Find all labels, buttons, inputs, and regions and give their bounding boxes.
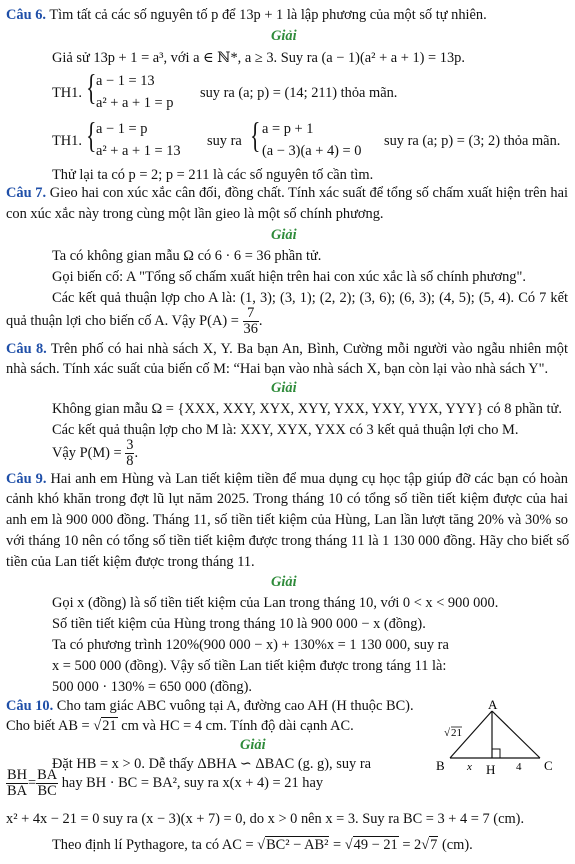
q10-radicand: 21	[102, 718, 117, 734]
q6-th2-eq3: a = p + 1	[262, 121, 314, 137]
q10-line2	[6, 768, 323, 799]
q6-th1-eq2: a² + a + 1 = p	[96, 95, 174, 111]
q9-statement-4: với tháng 10 nên có tổng số tiền tiết kiệm được trong tháng 11 là 1 130 000 đồng. Hãy cho biết số	[6, 533, 570, 549]
q7-text-1: Gieo hai con xúc xắc cân đối, đồng chất. Tính xác suất để tổng số chấm xuất hiện trên hai	[49, 185, 568, 201]
vertex-h: H	[486, 762, 496, 777]
q9-statement-1	[6, 472, 568, 486]
q9-giai: Giải	[271, 574, 297, 590]
label-ab: 21	[451, 727, 462, 739]
q10-statement-2	[6, 719, 354, 733]
q7-line1: Ta có không gian mẫu Ω có 6 · 6 = 36 phần tử.	[52, 248, 322, 264]
q8-line3: Vậy P(M) = $\frac{3}{8}$ .	[52, 437, 139, 469]
q10-frac-ba-bc	[36, 768, 58, 799]
q9-line4: x = 500 000 (đồng). Vậy số tiền Lan tiết kiệm được trong táng 11 là:	[52, 658, 447, 674]
q9-statement-3: anh em là 900 000 đồng. Tháng 11, số tiền tiết kiệm của Hùng, Lan lần lượt tăng 20% và 30% so	[6, 512, 568, 528]
q10-line4-eq2: = 2	[398, 837, 422, 853]
label-x: x	[467, 761, 472, 773]
q9-text-1: Hai anh em Hùng và Lan tiết kiệm tiền để mua dụng cụ học tập giúp đỡ các bạn có hoàn	[50, 471, 568, 487]
q6-th2-eq1: a − 1 = p	[96, 121, 148, 137]
q10-sqrt-sign-1: √	[257, 837, 266, 853]
q7-label: Câu 7.	[6, 185, 47, 201]
q6-conclusion: Thử lại ta có p = 2; p = 211 là các số nguyên tố cần tìm.	[52, 167, 374, 183]
q8-statement-2: nhà sách. Tính xác suất của biến cố M: “Hai bạn vào nhà sách X, bạn còn lại vào nhà sách Y".	[6, 361, 549, 377]
q6-th1-eq1: a − 1 = 13	[96, 73, 155, 89]
triangle-figure	[430, 698, 570, 780]
q6-label: Câu 6.	[6, 7, 46, 23]
q10-radicand-2: 49 − 21	[353, 837, 398, 853]
q7-line2: Gọi biến cố: A "Tổng số chấm xuất hiện trên hai con xúc xắc là số chính phương".	[52, 269, 526, 285]
q7-line4-text: quả thuận lợi cho biến cố A. Vậy P(A) =	[6, 312, 239, 329]
q10-line4-a: Theo định lí Pythagore, ta có AC =	[52, 837, 254, 853]
side-ac	[492, 711, 540, 758]
q8-giai: Giải	[271, 380, 297, 396]
q7-frac-num: 7	[243, 306, 259, 322]
q10-label: Câu 10.	[6, 698, 54, 714]
q10-text-2b: cm và HC = 4 cm. Tính độ dài cạnh AC.	[117, 718, 354, 734]
vertex-b: B	[436, 758, 445, 773]
q6-th1-brace: {	[86, 67, 97, 107]
label-hc: 4	[516, 761, 522, 773]
label-ab-sqrt: √	[444, 727, 451, 739]
q6-giai: Giải	[271, 28, 297, 44]
q6-th2-eq4: (a − 3)(a + 4) = 0	[262, 143, 362, 159]
q7-frac-den: 36	[243, 321, 258, 337]
q6-statement	[6, 8, 487, 22]
q8-statement-1	[6, 342, 568, 356]
vertex-a: A	[488, 698, 498, 712]
q6-th2-result: suy ra (a; p) = (3; 2) thỏa mãn.	[384, 133, 561, 149]
q8-line1: Không gian mẫu Ω = {XXX, XXY, XYX, XYY, YXX, YXY, YYX, YYY} có 8 phần tử.	[52, 401, 562, 417]
q10-giai: Giải	[240, 737, 266, 753]
q10-sqrt-sign-2: √	[344, 837, 353, 853]
q6-th2-label: TH1.	[52, 133, 82, 149]
q10-line2-rest: hay BH · BC = BA², suy ra x(x + 4) = 21 hay	[61, 774, 324, 791]
vertex-c: C	[544, 758, 553, 773]
q6-text: Tìm tất cả các số nguyên tố p để 13p + 1 là lập phương của một số tự nhiên.	[49, 7, 487, 23]
q6-th2-mid: suy ra	[207, 133, 242, 149]
q9-label: Câu 9.	[6, 471, 47, 487]
q6-th2-eq2: a² + a + 1 = 13	[96, 143, 181, 159]
q10-frac2-num: BA	[37, 767, 58, 783]
q8-line3-text: Vậy P(M) =	[52, 444, 122, 461]
q7-statement-2: con xúc xắc này trong cùng một lần gieo là một số chính phương.	[6, 206, 384, 222]
q7-statement-1	[6, 186, 568, 200]
q10-frac1-num: BH	[7, 767, 27, 783]
q6-th1-result: suy ra (a; p) = (14; 211) thỏa mãn.	[200, 85, 398, 101]
q10-line4-eq1: =	[329, 837, 342, 853]
q6-th2-brace2: {	[250, 115, 261, 155]
q6-th2-brace: {	[86, 115, 97, 155]
q9-statement-2: cảnh khó khăn trong đợt lũ lụt năm 2025. Trong tháng 10 có tổng số tiền tiết kiệm được của hai	[6, 491, 568, 507]
right-angle-mark	[492, 749, 500, 758]
q10-line4	[52, 838, 473, 852]
q10-frac2-den: BC	[37, 783, 57, 799]
q10-text-1: Cho tam giác ABC vuông tại A, đường cao AH (H thuộc BC).	[56, 698, 414, 714]
q10-radicand-3: 7	[430, 837, 438, 853]
q8-frac-den: 8	[126, 453, 134, 469]
q7-fraction	[243, 306, 259, 337]
q7-line4: quả thuận lợi cho biến cố A. Vậy P(A) = $\frac{7}{36}$ .	[6, 305, 263, 337]
q6-line1: Giả sử 13p + 1 = a³, với a ∈ ℕ*, a ≥ 3. Suy ra (a − 1)(a² + a + 1) = 13p.	[52, 50, 465, 66]
q9-line1: Gọi x (đồng) là số tiền tiết kiệm của Lan trong tháng 10, với 0 < x < 900 000.	[52, 595, 499, 611]
q7-line3: Các kết quả thuận lợp cho A là: (1, 3); (3, 1); (2, 2); (3, 6); (6, 3); (4, 5); (5, 4). Có 7 kết	[52, 290, 568, 306]
q8-text-1: Trên phố có hai nhà sách X, Y. Ba bạn An, Bình, Cường mỗi người vào ngẫu nhiên một	[50, 341, 568, 357]
q8-label: Câu 8.	[6, 341, 47, 357]
q10-sqrt-sign-3: √	[421, 837, 430, 853]
q10-text-2a: Cho biết AB =	[6, 718, 90, 734]
q10-line4-end: (cm).	[438, 837, 473, 853]
q10-statement-1	[6, 699, 414, 713]
q10-line3: x² + 4x − 21 = 0 suy ra (x − 3)(x + 7) = 0, do x > 0 nên x = 3. Suy ra BC = 3 + 4 = 7 (cm).	[6, 811, 525, 827]
q10-equals: =	[28, 774, 37, 791]
q10-frac1-den: BA	[7, 783, 27, 799]
q10-sqrt-sign: √	[93, 718, 102, 734]
q10-radicand-1: BC² − AB²	[266, 837, 329, 853]
q9-statement-5: tiền của Lan tiết kiệm được trong tháng 11.	[6, 554, 255, 570]
q9-line5: 500 000 · 130% = 650 000 (đồng).	[52, 679, 252, 695]
q10-line1: Đặt HB = x > 0. Dễ thấy ΔBHA ∽ ΔBAC (g. g), suy ra	[52, 756, 371, 772]
q9-line3: Ta có phương trình 120%(900 000 − x) + 130%x = 1 130 000, suy ra	[52, 637, 449, 653]
q10-frac-bh-ba	[6, 768, 28, 799]
q6-th1-label: TH1.	[52, 85, 82, 101]
q8-frac-num: 3	[126, 437, 134, 453]
q8-line2: Các kết quả thuận lợp cho M là: XXY, XYX, YXX có 3 kết quả thuận lợi cho M.	[52, 422, 519, 438]
q7-giai: Giải	[271, 227, 297, 243]
q9-line2: Số tiền tiết kiệm của Hùng trong tháng 10 là 900 000 − x (đồng).	[52, 616, 426, 632]
